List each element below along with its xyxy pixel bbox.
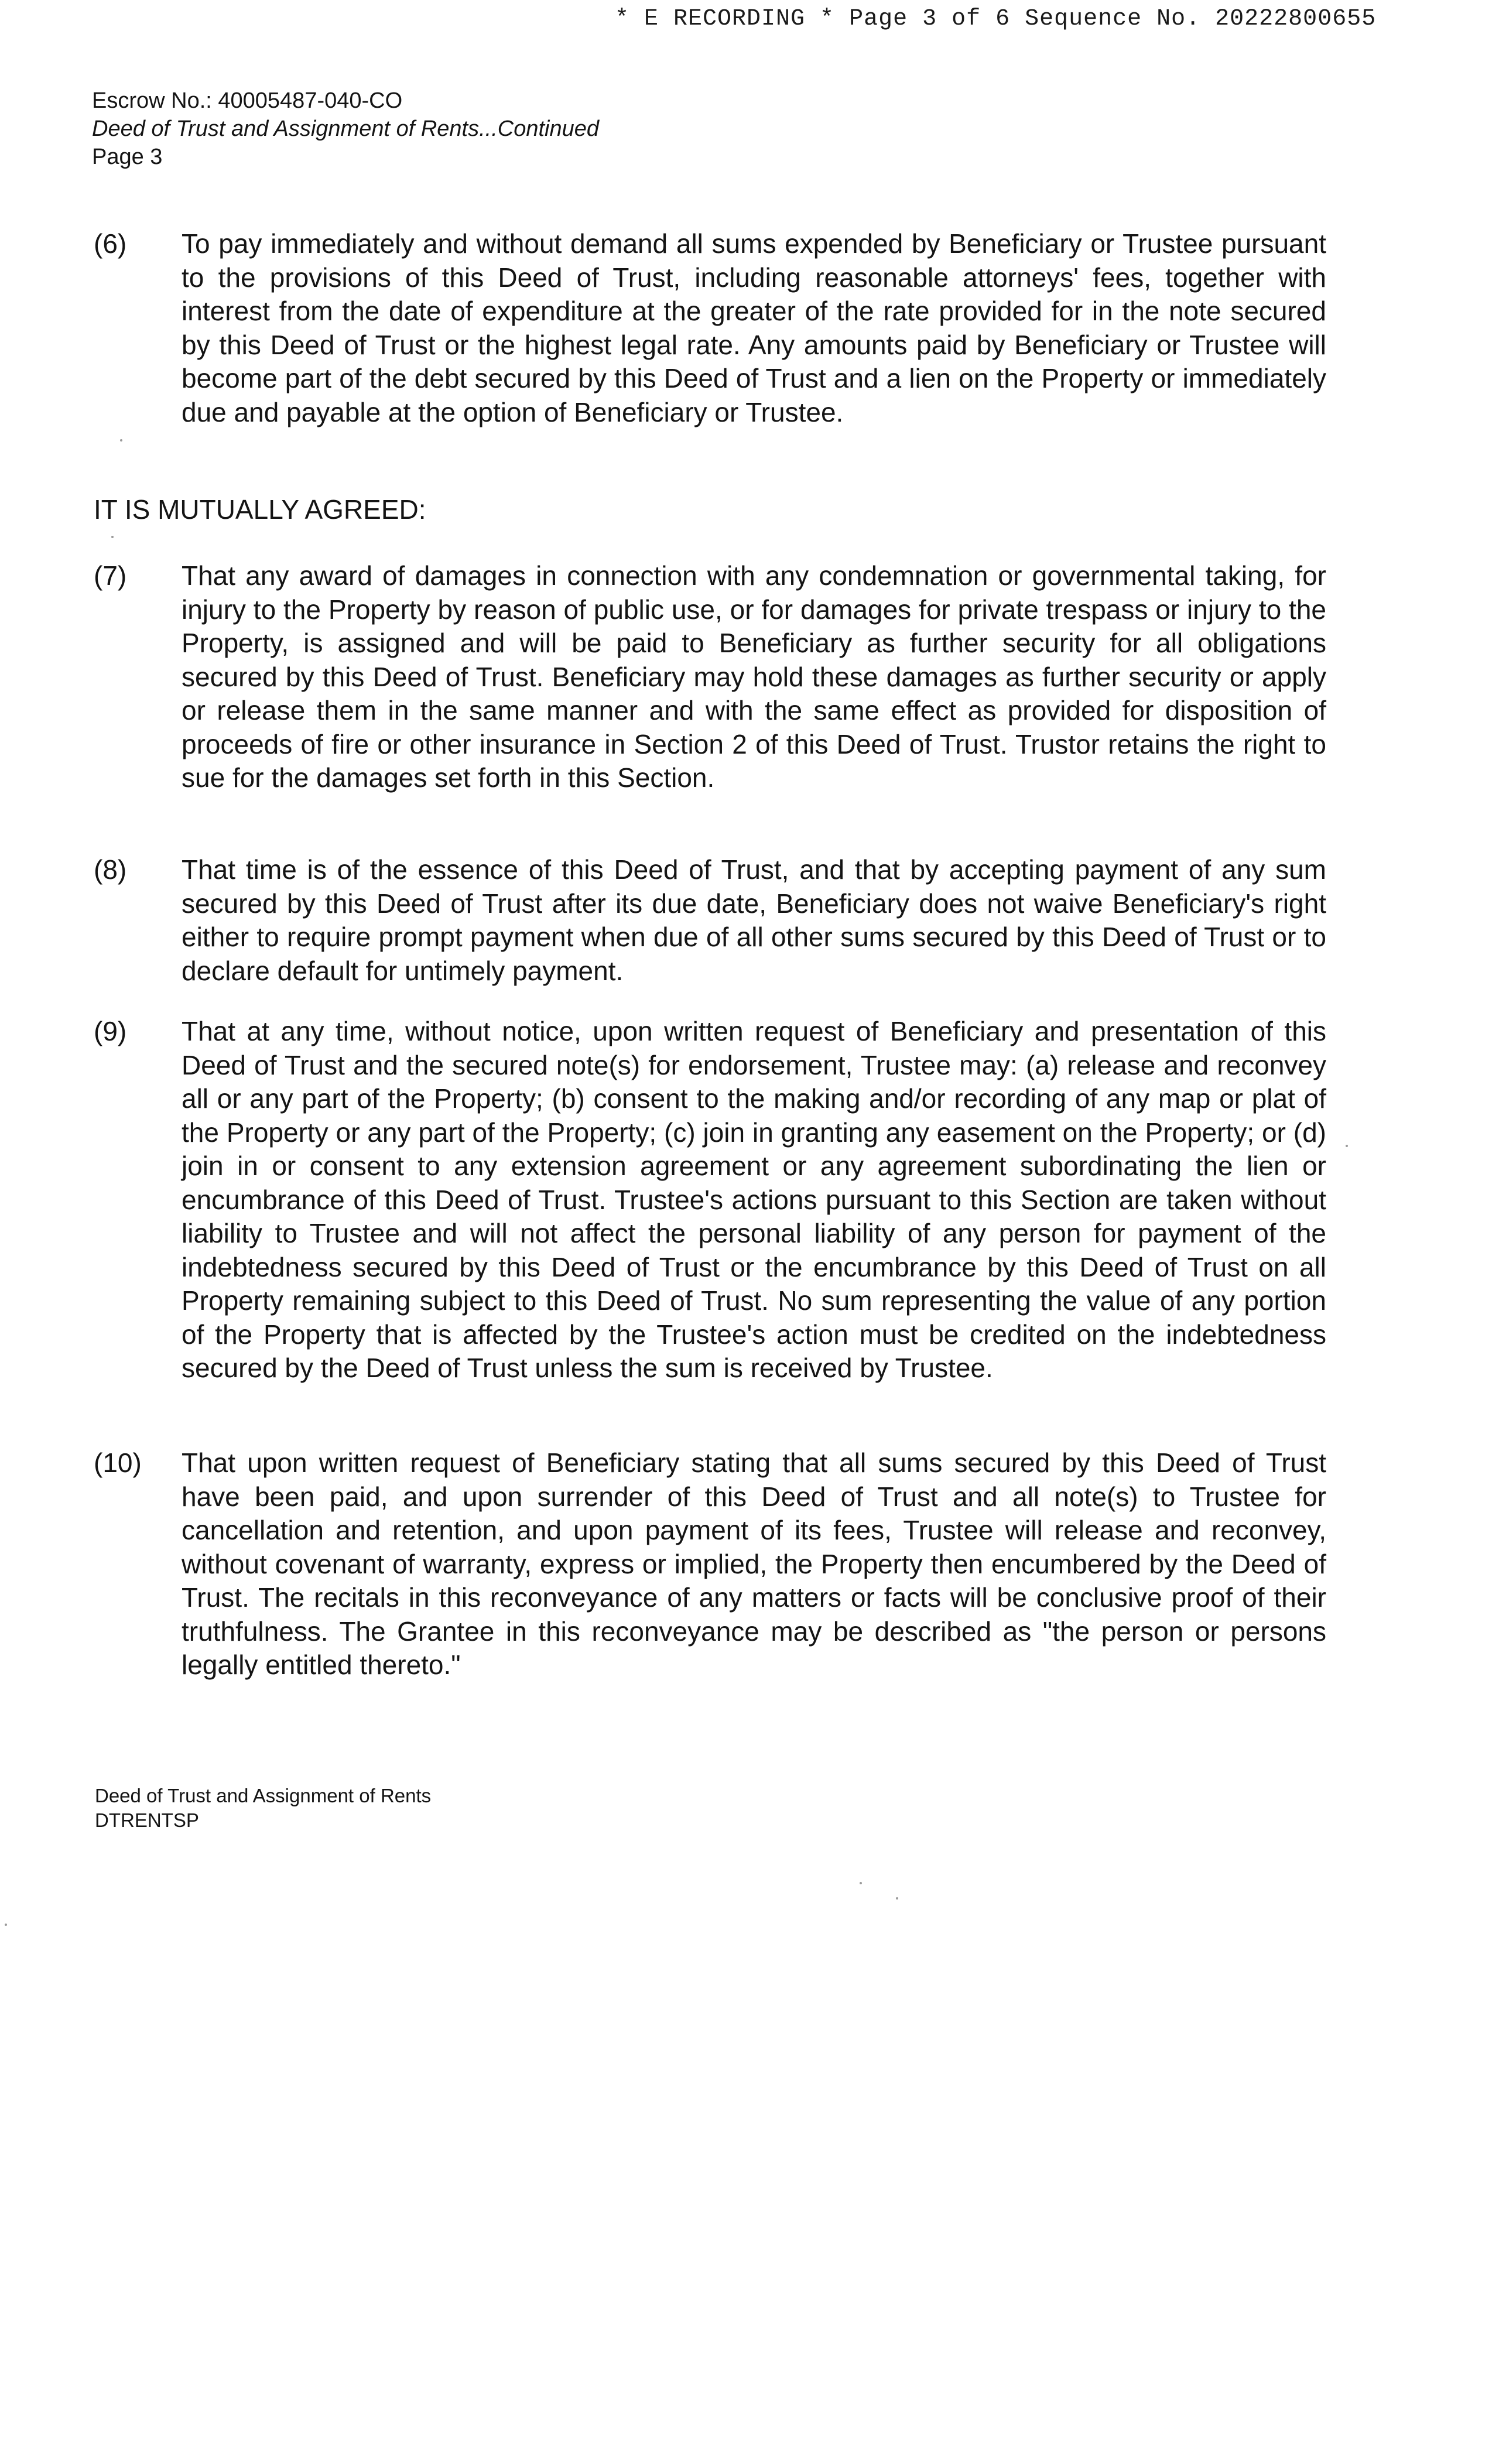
scan-speck [5,1924,7,1926]
section-text: That time is of the essence of this Deed of Trust, and that by accepting payment of any sum secured by this Deed of Trust after its due date, Beneficiary does not waive Beneficiary's right either to require prompt payment when due of all other sums secured by this Deed of Trust or to declare default for untimely payment. [182,854,1326,986]
section-text: That any award of damages in connection with any condemnation or governmental taking, for injury to the Property by reason of public use, or for damages for private trespass or injury to the Property, is assigned and will be paid to Beneficiary as further security for all obligations secured by this Deed of Trust. Beneficiary may hold these damages as further security or apply or release them in the same manner and with the same effect as provided for disposition of proceeds of fire or other insurance in Section 2 of this Deed of Trust. Trustor retains the right to sue for the damages set forth in this Section. [182,560,1326,793]
section-number: (6) [94,228,127,259]
document-continued-title: Deed of Trust and Assignment of Rents...Continued [92,117,600,141]
page-header [92,87,599,171]
scan-speck [1346,1145,1348,1147]
section-text: That upon written request of Beneficiary stating that all sums secured by this Deed of Trust have been paid, and upon surrender of this Deed of Trust and all note(s) to Trustee for cancellation and retention, and upon payment of its fees, Trustee will release and reconvey, without covenant of warranty, express or implied, the Property then encumbered by the Deed of Trust. The recitals in this reconveyance of any matters or facts will be conclusive proof of their truthfulness. The Grantee in this reconveyance may be described as "the person or persons legally entitled thereto." [182,1447,1326,1680]
page-footer [95,1784,431,1833]
section-text: That at any time, without notice, upon written request of Beneficiary and presentation of this Deed of Trust and the secured note(s) for endorsement, Trustee may: (a) release and reconvey all or any part of the Property; (b) consent to the making and/or recording of any map or plat of the Property or any part of the Property; (c) join in granting any easement on the Property; or (d) join in or consent to any extension agreement or any agreement subordinating the lien or encumbrance of this Deed of Trust. Trustee's actions pursuant to this Section are taken without liability to Trustee and will not affect the personal liability of any person for payment of the indebtedness secured by this Deed of Trust or the encumbrance by this Deed of Trust on all Property remaining subject to this Deed of Trust. No sum representing the value of any portion of the Property that is affected by the Trustee's action must be credited on the indebtedness secured by the Deed of Trust unless the sum is received by Trustee. [182,1016,1326,1383]
mutually-agreed-heading: IT IS MUTUALLY AGREED: [94,494,426,525]
scan-speck [120,439,122,442]
escrow-number: Escrow No.: 40005487-040-CO [92,88,403,113]
section-number: (7) [94,560,127,591]
section-text: To pay immediately and without demand all sums expended by Beneficiary or Trustee pursuant to the provisions of this Deed of Trust, including reasonable attorneys' fees, together with interest from the date of expenditure at the greater of the rate provided for in the note secured by this Deed of Trust or the highest legal rate. Any amounts paid by Beneficiary or Trustee will become part of the debt secured by this Deed of Trust and a lien on the Property or immediately due and payable at the option of Beneficiary or Trustee. [182,228,1326,427]
scan-speck [896,1897,898,1900]
section-number: (9) [94,1016,127,1046]
footer-form-code: DTRENTSP [95,1809,199,1831]
footer-form-title: Deed of Trust and Assignment of Rents [95,1785,432,1806]
section-number: (8) [94,854,127,885]
scan-speck [860,1882,862,1884]
scan-speck [111,536,114,538]
page-number: Page 3 [92,145,163,169]
section-number: (10) [94,1447,142,1478]
recording-stamp: * E RECORDING * Page 3 of 6 Sequence No. 20222800655 [615,6,1377,32]
